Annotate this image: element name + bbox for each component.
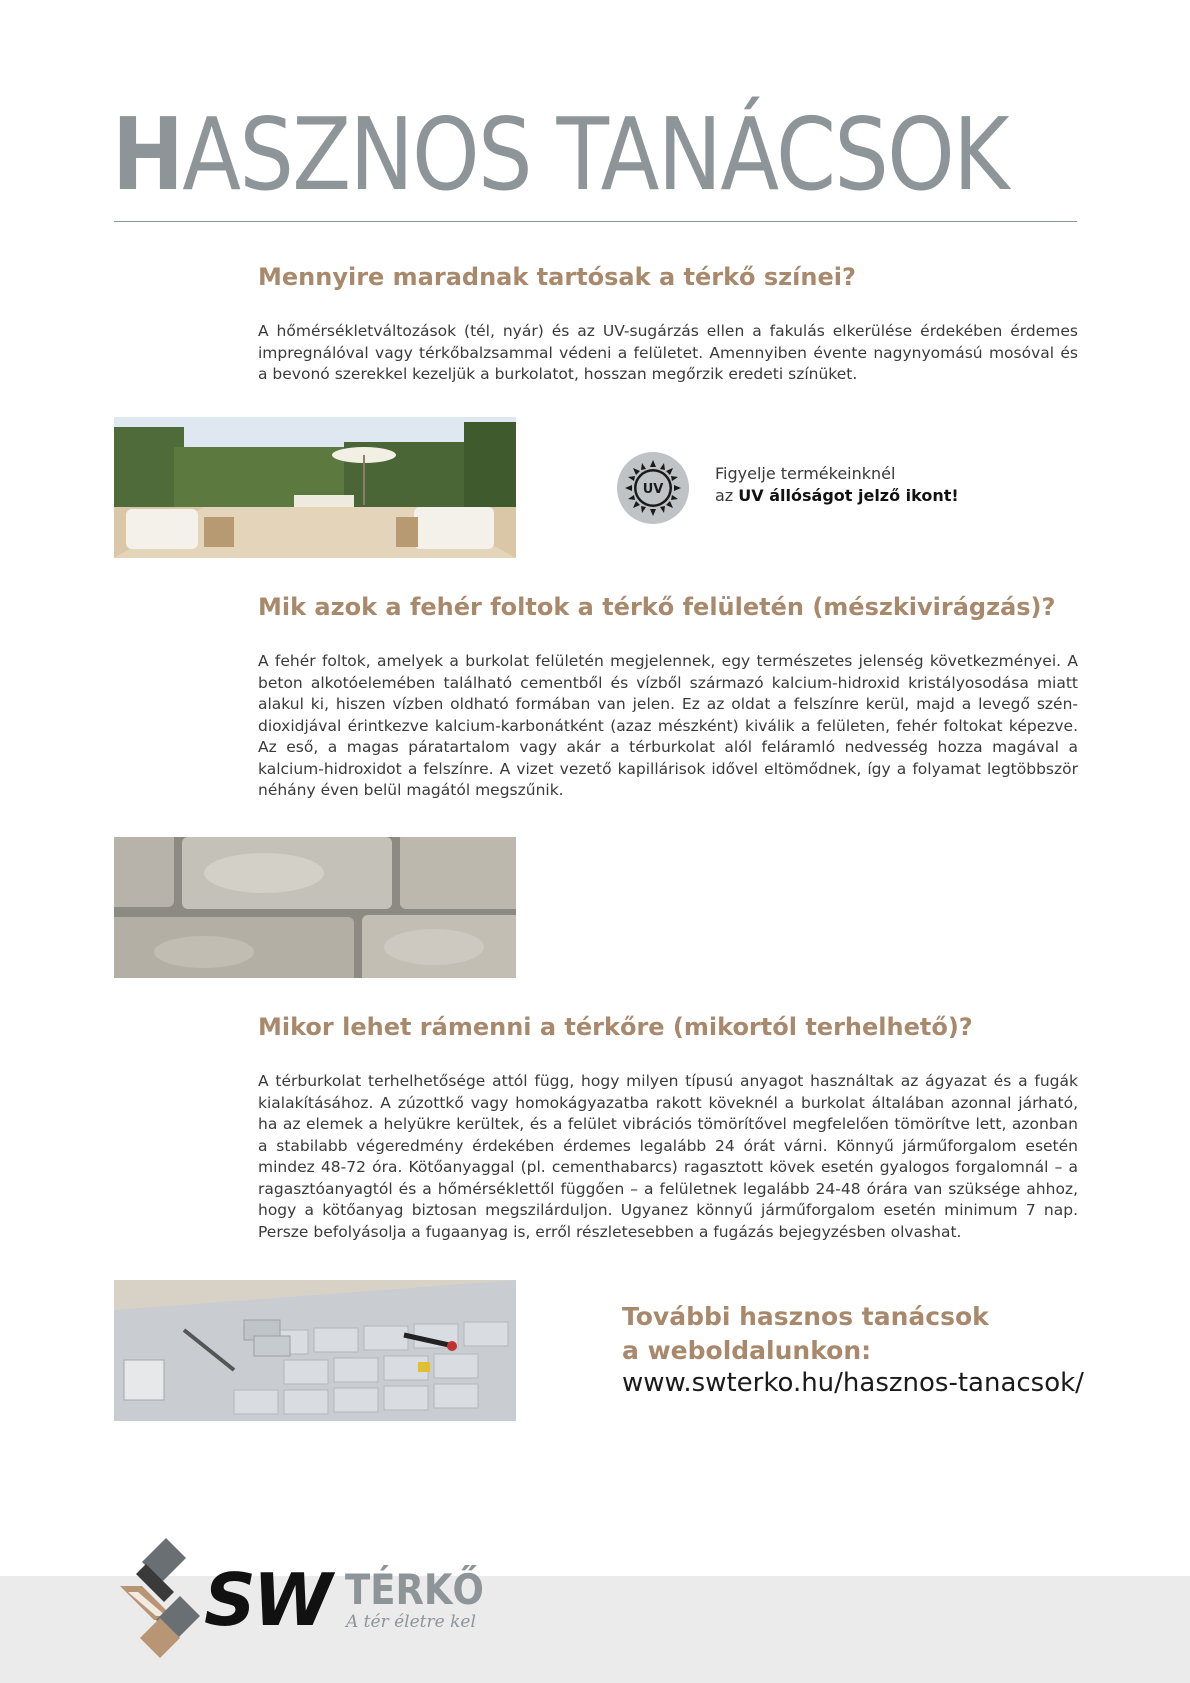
section-2-body: A fehér foltok, amelyek a burkolat felületén megjelennek, egy természetes jelenség következményei. A beton alkotóelemében található cementből és vízből származó kalcium-hidroxid kristályosodása miatt alakul ki, hiszen vízben oldható formában van jelen. Ez az oldat a felszínre kerül, majd a levegő szén-dioxidjával érintkezve kalcium-karbonátként (azaz mészként) kiválik a felületen, fehér foltokat képezve. Az eső, a magas páratartalom vagy akár a térburkolat alól feláramló nedvesség hozza magával a kalcium-hidroxidot a felszínre. A vizet vezető kapillárisok idővel eltömődnek, így a folyamat legtöbbször néhány éven belül magától megszűnik. bbox=[258, 652, 1078, 799]
uv-note-prefix: az bbox=[715, 486, 739, 505]
section-1-body: A hőmérsékletváltozások (tél, nyár) és az UV-sugárzás ellen a fakulás elkerülése érdekében érdemes impregnálóval vagy térkőbalzsammal védeni a felületet. Amennyiben évente nagynyomású mosóval és a bevonó szerekkel kezeljük a burkolatot, hosszan megőrzik eredeti színüket. bbox=[258, 322, 1078, 383]
uv-note bbox=[715, 463, 959, 507]
logo-slogan: A tér életre kel bbox=[346, 1612, 476, 1632]
uv-note-bold: UV állóságot jelző ikont! bbox=[738, 486, 959, 505]
title-divider bbox=[114, 221, 1077, 222]
more-tips bbox=[622, 1300, 989, 1368]
logo-product: TÉRKŐ bbox=[345, 1565, 484, 1614]
page-title-first-letter: H bbox=[112, 96, 183, 213]
uv-resistance-icon bbox=[616, 451, 690, 525]
page-title bbox=[112, 96, 1008, 213]
section-3-body: A térburkolat terhelhetősége attól függ, hogy milyen típusú anyagot használtak az ágyazat és a fugák kialakításához. A zúzottkő vagy homokágyazatba rakott köveknél a burkolat általában azonnal járható, ha az elemek a helyükre kerültek, és a felület vibrációs tömörítővel megfelelően tömörítve lett, azonban a stabilabb végeredmény érdekében érdemes legalább 24 órát várni. Könnyű járműforgalom esetén mindez 48-72 óra. Kötőanyaggal (pl. cementhabarcs) ragasztott kövek esetén gyalogos forgalomnál – a ragasztóanyagtól és a hőmérséklettől függően – a felületnek legalább 24-48 órára van szüksége ahhoz, hogy a kötőanyag biztosan megszilárduljon. Ugyanez könnyű járműforgalom esetén minimum 7 nap. Persze befolyásolja a fugaanyag is, erről részletesebben a fugázás bejegyzésben olvashat. bbox=[258, 1072, 1078, 1241]
section-2-heading: Mik azok a fehér foltok a térkő felületén (mészkivirágzás)? bbox=[258, 593, 1056, 621]
page-title-rest: ASZNOS TANÁCSOK bbox=[182, 96, 1008, 213]
section-1-heading: Mennyire maradnak tartósak a térkő színei? bbox=[258, 263, 856, 291]
website-link[interactable]: www.swterko.hu/hasznos-tanacsok/ bbox=[622, 1368, 1084, 1398]
uv-icon-label: UV bbox=[642, 482, 664, 497]
efflorescence-paver-photo bbox=[114, 837, 516, 978]
uv-note-line1: Figyelje termékeinknél bbox=[715, 464, 896, 483]
section-3-heading: Mikor lehet rámenni a térkőre (mikortól terhelhető)? bbox=[258, 1013, 973, 1041]
more-tips-line1: További hasznos tanácsok bbox=[622, 1302, 989, 1331]
more-tips-line2: a weboldalunkon: bbox=[622, 1336, 872, 1365]
patio-photo bbox=[114, 417, 516, 558]
logo-brand: SW bbox=[204, 1558, 330, 1642]
paving-work-photo bbox=[114, 1280, 516, 1421]
sw-terko-logo-icon bbox=[110, 1538, 206, 1658]
